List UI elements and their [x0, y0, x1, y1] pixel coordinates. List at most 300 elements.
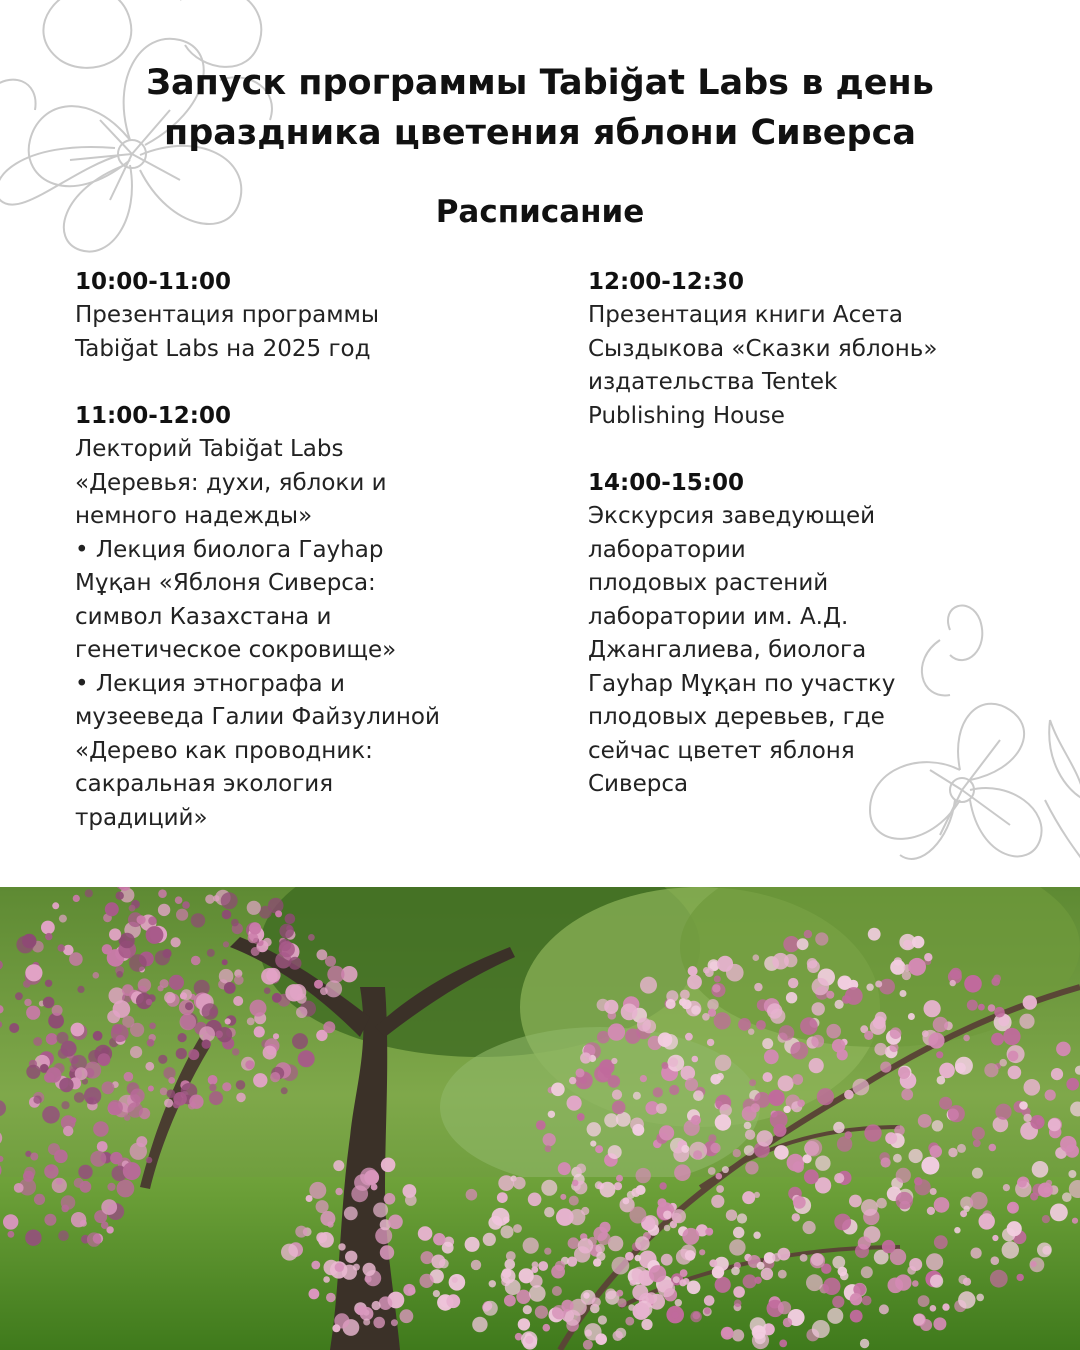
blossom-dot	[163, 1067, 175, 1079]
blossom-dot	[111, 1024, 129, 1042]
blossom-dot	[202, 1040, 211, 1049]
entry-line: лаборатории	[588, 536, 746, 563]
blossom-dot	[175, 896, 183, 904]
blossom-dot	[182, 901, 190, 909]
blossom-dot	[874, 1043, 887, 1056]
blossom-dot	[608, 1023, 625, 1040]
blossom-dot	[248, 933, 259, 944]
blossom-dot	[731, 1267, 740, 1276]
blossom-dot	[525, 1336, 533, 1344]
blossom-dot	[560, 1194, 566, 1200]
blossom-dot	[61, 1101, 69, 1109]
blossom-dot	[504, 1295, 516, 1307]
blossom-dot	[948, 1148, 957, 1157]
blossom-dot	[130, 1046, 142, 1058]
blossom-dot	[332, 1324, 340, 1332]
blossom-dot	[691, 1115, 701, 1125]
blossom-dot	[544, 1207, 554, 1217]
blossom-dot	[924, 953, 932, 961]
blossom-dot	[991, 977, 1000, 986]
blossom-dot	[921, 1157, 939, 1175]
blossom-dot	[506, 1251, 516, 1261]
entry-line: Экскурсия заведующей	[588, 503, 876, 529]
blossom-dot	[896, 1192, 913, 1209]
blossom-dot	[306, 1195, 313, 1202]
blossom-dot	[529, 1285, 546, 1302]
blossom-dot	[915, 1179, 931, 1195]
blossom-dot	[826, 991, 834, 999]
blossom-dot	[158, 985, 164, 991]
blossom-dot	[418, 1226, 433, 1241]
blossom-dot	[202, 1003, 219, 1020]
blossom-dot	[44, 1072, 55, 1083]
blossom-dot	[548, 1111, 555, 1118]
blossom-dot	[868, 928, 881, 941]
blossom-dot	[933, 1017, 948, 1032]
blossom-dot	[973, 1139, 981, 1147]
blossom-dot	[793, 1161, 804, 1172]
blossom-dot	[1037, 1243, 1052, 1258]
blossom-dot	[685, 1033, 693, 1041]
blossom-dot	[772, 953, 789, 970]
blossom-dot	[598, 1315, 607, 1324]
blossom-dot	[296, 1007, 307, 1018]
blossom-dot	[130, 1089, 144, 1103]
blossom-dot	[882, 1240, 895, 1253]
blossom-dot	[1042, 1215, 1050, 1223]
blossom-dot	[679, 1279, 686, 1286]
blossom-dot	[61, 1041, 77, 1057]
blossom-dot	[800, 1017, 818, 1035]
blossom-dot	[323, 1021, 335, 1033]
blossom-dot	[273, 1033, 279, 1039]
blossom-dot	[501, 1225, 514, 1238]
blossom-dot	[108, 1100, 123, 1115]
entry-line: издательства Tentek	[588, 369, 838, 395]
blossom-dot	[734, 1299, 742, 1307]
blossom-dot	[942, 1303, 949, 1310]
entry-time: 14:00-15:00	[588, 470, 744, 496]
blossom-dot	[3, 1214, 18, 1229]
blossom-dot	[633, 1092, 641, 1100]
blossom-dot	[753, 954, 760, 961]
blossom-dot	[381, 1158, 396, 1173]
blossom-dot	[71, 1212, 86, 1227]
blossom-dot	[786, 992, 797, 1003]
blossom-dot	[363, 1263, 376, 1276]
blossom-dot	[568, 1237, 580, 1249]
blossom-dot	[811, 1253, 824, 1266]
entry-line: плодовых деревьев, где	[588, 704, 885, 730]
blossom-dot	[812, 1320, 830, 1338]
blossom-dot	[762, 1038, 773, 1049]
blossom-dot	[745, 1161, 758, 1174]
blossom-dot	[704, 1295, 715, 1306]
blossom-dot	[1072, 1218, 1078, 1224]
entry-line: Мұқан «Яблоня Сиверса:	[75, 570, 376, 596]
blossom-dot	[633, 1303, 650, 1320]
blossom-dot	[24, 999, 31, 1006]
blossom-dot	[363, 1319, 370, 1326]
blossom-dot	[708, 1134, 716, 1142]
blossom-dot	[876, 1198, 887, 1209]
schedule-heading: Расписание	[435, 194, 645, 230]
blossom-dot	[955, 1057, 973, 1075]
blossom-dot	[279, 924, 294, 939]
blossom-dot	[896, 1168, 911, 1183]
blossom-dot	[715, 1055, 731, 1071]
blossom-dot	[979, 1213, 995, 1229]
blossom-dot	[733, 1286, 745, 1298]
blossom-dot	[837, 1136, 852, 1151]
entry-line: Джангалиева, биолога	[588, 637, 867, 663]
blossom-dot	[722, 1166, 729, 1173]
blossom-dot	[963, 1035, 970, 1042]
blossom-dot	[726, 1210, 737, 1221]
blossom-dot	[164, 992, 175, 1003]
blossom-dot	[569, 1196, 579, 1206]
blossom-dot	[272, 993, 282, 1003]
blossom-dot	[783, 1318, 792, 1327]
blossom-dot	[773, 1124, 786, 1137]
blossom-dot	[984, 1063, 998, 1077]
blossom-dot	[957, 1144, 966, 1153]
blossom-dot	[285, 914, 296, 925]
blossom-dot	[743, 1274, 757, 1288]
blossom-dot	[844, 1090, 854, 1100]
blossom-dot	[716, 1185, 724, 1193]
blossom-dot	[110, 1152, 122, 1164]
blossom-dot	[123, 1162, 141, 1180]
blossom-dot	[805, 1139, 822, 1156]
blossom-dot	[717, 956, 733, 972]
blossom-dot	[690, 1311, 701, 1322]
blossom-dot	[25, 1230, 41, 1246]
blossom-dot	[580, 1052, 591, 1063]
blossom-dot	[296, 993, 306, 1003]
blossom-dot	[34, 1194, 45, 1205]
blossom-dot	[353, 1264, 360, 1271]
blossom-dot	[119, 933, 135, 949]
blossom-dot	[1031, 1261, 1037, 1267]
entry-line: Publishing House	[588, 402, 785, 429]
blossom-dot	[673, 1276, 680, 1283]
blossom-dot	[93, 1031, 103, 1041]
blossom-dot	[692, 1056, 699, 1063]
title-line: праздника цветения яблони Сиверса	[164, 113, 916, 153]
blossom-dot	[275, 910, 282, 917]
entry-line: «Дерево как проводник:	[75, 737, 373, 764]
blossom-dot	[264, 987, 271, 994]
blossom-dot	[1002, 1241, 1019, 1258]
blossom-dot	[146, 1157, 152, 1163]
blossom-dot	[779, 1340, 787, 1348]
blossom-dot	[1019, 1101, 1028, 1110]
blossom-dot	[70, 1117, 76, 1123]
blossom-dot	[373, 1203, 388, 1218]
entry-line: Лекторий Tabiğat Labs	[75, 436, 344, 462]
blossom-dot	[663, 1211, 672, 1220]
entry-line: генетическое сокровище»	[75, 637, 397, 663]
blossom-dot	[804, 930, 812, 938]
blossom-dot	[181, 989, 192, 1000]
blossom-dot	[842, 995, 851, 1004]
title-line: Запуск программы Tabiğat Labs в день	[146, 63, 934, 103]
blossom-dot	[221, 892, 238, 909]
blossom-dot	[909, 1149, 923, 1163]
blossom-dot	[543, 1324, 551, 1332]
blossom-dot	[845, 1131, 853, 1139]
blossom-dot	[632, 1267, 648, 1283]
blossom-dot	[1066, 1078, 1079, 1091]
blossom-dot	[471, 1260, 481, 1270]
blossom-dot	[85, 889, 93, 897]
blossom-dot	[930, 1275, 943, 1288]
blossom-dot	[231, 919, 239, 927]
blossom-dot	[122, 984, 134, 996]
blossom-dot	[213, 895, 219, 901]
blossom-dot	[927, 1207, 935, 1215]
blossom-dot	[763, 1072, 773, 1082]
blossom-dot	[595, 1145, 603, 1153]
blossom-dot	[73, 895, 80, 902]
blossom-dot	[63, 1126, 73, 1136]
blossom-dot	[738, 1018, 751, 1031]
blossom-dot	[752, 1325, 766, 1339]
blossom-dot	[452, 1277, 458, 1283]
blossom-dot	[513, 1224, 522, 1233]
blossom-dot	[754, 983, 762, 991]
blossom-dot	[679, 998, 687, 1006]
blossom-dot	[826, 1024, 841, 1039]
blossom-dot	[388, 1215, 403, 1230]
blossom-dot	[146, 999, 152, 1005]
blossom-dot	[806, 1274, 823, 1291]
blossom-dot	[958, 1275, 967, 1284]
blossom-dot	[1019, 1014, 1034, 1029]
blossom-dot	[178, 1033, 187, 1042]
blossom-dot	[295, 1226, 307, 1238]
blossom-dot	[616, 1175, 623, 1182]
blossom-dot	[234, 975, 244, 985]
blossom-dot	[281, 1087, 288, 1094]
blossom-dot	[668, 1057, 678, 1067]
blossom-dot	[552, 1305, 566, 1319]
blossom-dot	[838, 976, 852, 990]
blossom-dot	[465, 1237, 480, 1252]
blossom-dot	[373, 1317, 385, 1329]
blossom-dot	[219, 969, 234, 984]
blossom-dot	[45, 980, 52, 987]
blossom-dot	[990, 1270, 1008, 1288]
blossom-dot	[279, 941, 295, 957]
blossom-dot	[992, 1235, 998, 1241]
blossom-dot	[124, 1072, 134, 1082]
blossom-dot	[764, 1049, 779, 1064]
blossom-dot	[308, 934, 315, 941]
blossom-dot	[576, 1068, 585, 1077]
blossom-dot	[900, 990, 907, 997]
blossom-dot	[9, 1023, 19, 1033]
blossom-dot	[767, 1003, 782, 1018]
blossom-dot	[832, 1039, 845, 1052]
blossom-dot	[583, 1292, 589, 1298]
blossom-dot	[555, 1261, 565, 1271]
blossom-dot	[714, 1012, 731, 1029]
blossom-dot	[169, 975, 184, 990]
blossom-dot	[972, 1127, 985, 1140]
blossom-dot	[207, 949, 215, 957]
blossom-dot	[932, 1120, 943, 1131]
blossom-dot	[289, 957, 302, 970]
blossom-dot	[613, 1331, 623, 1341]
blossom-dot	[535, 1306, 548, 1319]
blossom-dot	[30, 1153, 38, 1161]
entry-line: плодовых растений	[588, 570, 829, 596]
blossom-dot	[15, 992, 23, 1000]
blossom-dot	[523, 1305, 532, 1314]
blossom-dot	[1056, 1042, 1071, 1057]
blossom-dot	[693, 1090, 704, 1101]
blossom-dot	[621, 1004, 638, 1021]
blossom-dot	[176, 909, 188, 921]
blossom-dot	[936, 1051, 943, 1058]
blossom-dot	[800, 1254, 808, 1262]
blossom-dot	[716, 1173, 723, 1180]
blossom-dot	[733, 1149, 741, 1157]
blossom-dot	[74, 1092, 85, 1103]
blossom-dot	[569, 1209, 585, 1225]
blossom-dot	[1008, 1066, 1022, 1080]
blossom-dot	[751, 1103, 760, 1112]
blossom-dot	[827, 1308, 843, 1324]
blossom-dot	[850, 1293, 862, 1305]
entry-line: сейчас цветет яблоня	[588, 737, 855, 764]
blossom-dot	[497, 1192, 508, 1203]
blossom-dot	[41, 921, 55, 935]
blossom-dot	[466, 1189, 478, 1201]
blossom-dot	[749, 1079, 756, 1086]
blossom-dot	[879, 1304, 889, 1314]
blossom-dot	[558, 1162, 571, 1175]
blossom-dot	[344, 1207, 358, 1221]
blossom-dot	[158, 904, 170, 916]
blossom-dot	[712, 1266, 724, 1278]
blossom-dot	[960, 1210, 967, 1217]
blossom-dot	[311, 1261, 320, 1270]
blossom-dot	[656, 1103, 667, 1114]
blossom-dot	[717, 1073, 724, 1080]
blossom-dot	[757, 1262, 765, 1270]
blossom-dot	[155, 950, 170, 965]
blossom-dot	[25, 964, 42, 981]
blossom-dot	[772, 1253, 781, 1262]
blossom-dot	[180, 1014, 197, 1031]
blossom-dot	[970, 1192, 988, 1210]
blossom-dot	[908, 958, 926, 976]
blossom-dot	[861, 1199, 878, 1216]
blossom-dot	[42, 1106, 60, 1124]
blossom-dot	[318, 1232, 334, 1248]
blossom-dot	[71, 1023, 85, 1037]
blossom-dot	[812, 1002, 825, 1015]
blossom-dot	[572, 1180, 579, 1187]
page-title	[40, 58, 1040, 158]
blossom-dot	[994, 1007, 1005, 1018]
blossom-dot	[600, 1182, 616, 1198]
blossom-dot	[431, 1255, 445, 1269]
blossom-dot	[834, 1173, 844, 1183]
blossom-dot	[78, 1165, 92, 1179]
blossom-dot	[715, 1277, 731, 1293]
blossom-dot	[833, 1122, 844, 1133]
blossom-dot	[832, 1256, 845, 1269]
blossom-dot	[316, 1200, 329, 1213]
blossom-dot	[934, 1235, 948, 1249]
entry-line: немного надежды»	[75, 503, 313, 529]
blossom-dot	[699, 1249, 705, 1255]
blossom-dot	[807, 960, 820, 973]
blossom-dot	[567, 1096, 582, 1111]
blossom-dot	[523, 1238, 539, 1254]
blossom-dot	[744, 1122, 752, 1130]
blossom-dot	[1068, 1170, 1076, 1178]
blossom-dot	[817, 1088, 834, 1105]
blossom-dot	[129, 954, 147, 972]
blossom-dot	[913, 1314, 925, 1326]
blossom-dot	[809, 1058, 824, 1073]
blossom-dot	[380, 1245, 394, 1259]
blossom-dot	[930, 1145, 942, 1157]
blossom-dot	[191, 956, 201, 966]
blossom-dot	[924, 1000, 941, 1017]
blossom-dot	[24, 1167, 35, 1178]
blossom-dot	[797, 1100, 805, 1108]
blossom-dot	[98, 1053, 111, 1066]
blossom-dot	[323, 1276, 330, 1283]
blossom-dot	[901, 1089, 913, 1101]
blossom-dot	[646, 1292, 658, 1304]
blossom-dot	[885, 1132, 897, 1144]
blossom-dot	[379, 1296, 393, 1310]
blossom-dot	[1003, 1028, 1020, 1045]
blossom-dot	[662, 1034, 678, 1050]
blossom-dot	[176, 1048, 187, 1059]
blossom-dot	[408, 1287, 416, 1295]
blossom-dot	[672, 1312, 679, 1319]
blossom-dot	[483, 1233, 496, 1246]
blossom-dot	[1008, 1051, 1019, 1062]
blossom-dot	[804, 1169, 819, 1184]
blossom-dot	[209, 1091, 223, 1105]
blossom-dot	[189, 1095, 203, 1109]
blossom-dot	[890, 1027, 902, 1039]
blossom-dot	[326, 1293, 336, 1303]
schedule-entry	[75, 265, 545, 366]
blossom-dot	[569, 1077, 576, 1084]
blossom-dot	[270, 1072, 280, 1082]
blossom-dot	[964, 975, 982, 993]
blossom-dot	[590, 1141, 596, 1147]
blossom-dot	[599, 1222, 610, 1233]
blossom-dot	[999, 1059, 1007, 1067]
blossom-dot	[232, 1048, 239, 1055]
blossom-dot	[858, 1236, 871, 1249]
blossom-dot	[703, 967, 710, 974]
blossom-dot	[625, 1317, 634, 1326]
blossom-dot	[247, 1018, 255, 1026]
blossom-dot	[130, 1143, 147, 1160]
